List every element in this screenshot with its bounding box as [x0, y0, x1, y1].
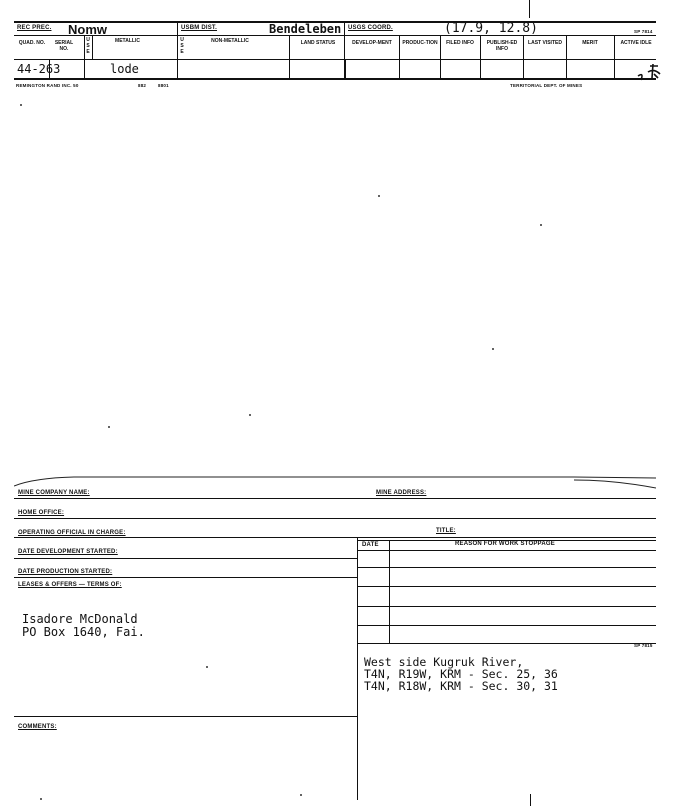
rec-prec-label: REC PREC. [17, 25, 52, 31]
active-idle-mark-icon [636, 62, 664, 82]
footer-code-1: 882 [138, 83, 147, 88]
row-line [14, 558, 357, 559]
quad-value: 44-263 [17, 62, 61, 76]
usbm-dist-value: Bendeleben [269, 22, 342, 36]
divider [289, 35, 290, 78]
header-quad-no: QUAD. NO. [18, 40, 46, 46]
header-nonmetallic: NON-METALLIC [211, 38, 249, 44]
center-divider [357, 537, 358, 800]
prod-started-label: DATE PRODUCTION STARTED: [18, 569, 113, 575]
header-use-metallic: U S E [86, 37, 90, 55]
row-line [14, 577, 357, 578]
usgs-coord-label: USGS COORD. [348, 25, 393, 31]
divider [92, 35, 93, 59]
divider [566, 35, 567, 78]
header-land-status: LAND STATUS [300, 40, 336, 46]
table-line [357, 606, 656, 607]
header-production: PRODUC-TION [402, 40, 438, 46]
bottom-border [14, 78, 656, 80]
comments-label: COMMENTS: [18, 724, 57, 730]
table-line [357, 550, 656, 551]
header-merit: MERIT [582, 40, 598, 46]
row-line [14, 498, 656, 499]
operating-official-label: OPERATING OFFICIAL IN CHARGE: [18, 530, 126, 536]
row-line [14, 518, 656, 519]
divider [177, 21, 178, 78]
divider [440, 35, 441, 78]
footer-code-2: 8801 [158, 83, 169, 88]
scan-speck [40, 798, 42, 800]
page-mark [530, 794, 531, 806]
page-mark [529, 0, 530, 18]
divider [399, 35, 400, 78]
title-label: TITLE: [436, 528, 456, 534]
dev-started-label: DATE DEVELOPMENT STARTED: [18, 549, 118, 555]
date-column-header: DATE [362, 542, 379, 548]
scan-speck [492, 348, 494, 350]
scan-speck [249, 414, 251, 416]
serial-value: lode [110, 62, 139, 76]
usbm-dist-label: USBM DIST. [181, 25, 218, 31]
header-serial-no: SERIAL NO. [54, 40, 74, 52]
header-last-visited: LAST VISITED [528, 40, 562, 46]
divider [345, 59, 346, 78]
scan-speck [108, 426, 110, 428]
mine-company-label: MINE COMPANY NAME: [18, 490, 90, 496]
rec-prec-value: Nomw [68, 22, 107, 37]
table-line [357, 643, 656, 644]
header-use-nonmetallic: U S E [180, 37, 184, 55]
mine-address-label: MINE ADDRESS: [376, 490, 427, 496]
header-development: DEVELOP-MENT [352, 40, 392, 46]
divider [523, 35, 524, 78]
reason-column-header: REASON FOR WORK STOPPAGE [455, 541, 555, 547]
header-metallic: METALLIC [115, 38, 140, 44]
form-number-top: SP 7814 [634, 29, 653, 34]
home-office-label: HOME OFFICE: [18, 510, 65, 516]
data-row-top-line [14, 59, 656, 60]
header-filed-info: FILED INFO [446, 40, 474, 46]
scan-speck [300, 794, 302, 796]
usgs-coord-value: (17.9, 12.8) [444, 21, 538, 36]
table-line [357, 567, 656, 568]
scan-speck [378, 195, 380, 197]
location-text: West side Kugruk River, T4N, R19W, KRM - Sec. 25, 36 T4N, R18W, KRM - Sec. 30, 31 [364, 655, 558, 693]
divider [480, 35, 481, 78]
divider [614, 35, 615, 78]
header-published-info: PUBLISH-ED INFO [486, 40, 518, 52]
table-divider [389, 540, 390, 643]
scan-speck [540, 224, 542, 226]
table-line [357, 625, 656, 626]
row-line [14, 716, 357, 717]
leases-text: Isadore McDonald PO Box 1640, Fai. [22, 612, 145, 639]
scan-speck [206, 666, 208, 668]
row-line [14, 537, 656, 538]
leases-label: LEASES & OFFERS — TERMS OF: [18, 582, 122, 588]
form-number-bottom: SP 7815 [634, 643, 653, 648]
scan-speck [20, 104, 22, 106]
card-edge [14, 474, 656, 494]
header-active-idle: ACTIVE IDLE [620, 40, 652, 46]
footer-right: TERRITORIAL DEPT. OF MINES [510, 83, 583, 88]
footer-left: REMINGTON RAND INC. 50 [16, 83, 79, 88]
table-line [357, 586, 656, 587]
